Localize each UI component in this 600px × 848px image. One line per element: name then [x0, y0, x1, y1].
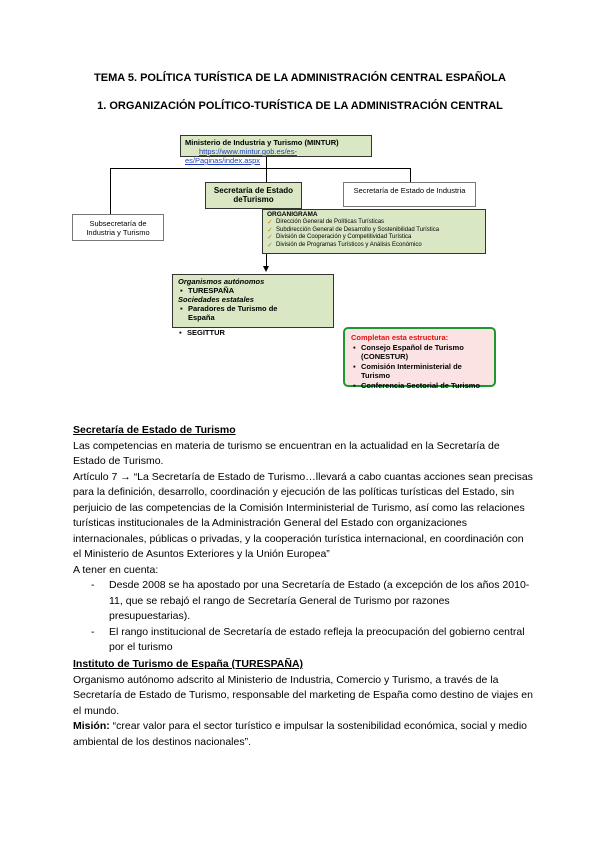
organigrama-title: ORGANIGRAMA: [267, 211, 318, 218]
ministry-box: [180, 135, 372, 165]
organigrama-item: ✓ Subdirección General de Desarrollo y Sostenibilidad Turística: [267, 226, 440, 234]
section-turespana: [73, 657, 533, 750]
section-subtitle: 1. ORGANIZACIÓN POLÍTICO-TURÍSTICA DE LA ADMINISTRACIÓN CENTRAL: [97, 100, 503, 112]
connector: [110, 168, 410, 169]
check-icon: ✓: [267, 219, 273, 226]
sociedades-estatales-label: Sociedades estatales: [178, 295, 254, 304]
paragraph: Las competencias en materia de turismo se encuentran en la actualidad en la Secretaría de Estado de Turismo.: [73, 439, 500, 467]
paragraph: A tener en cuenta:: [73, 563, 159, 576]
organismos-box: [172, 274, 334, 328]
section-secretaria: [73, 423, 533, 656]
ministry-name: Ministerio de Industria y Turismo (MINTUR): [185, 138, 339, 147]
secretaria-industria-box: Secretaría de Estado de Industria: [343, 182, 476, 207]
organigrama-item: ✓ División de Cooperación y Competitividad Turística: [267, 234, 412, 241]
completan-item: ▪ Comisión Interministerial de Turismo: [353, 361, 462, 380]
org-diagram: [0, 0, 600, 400]
subsecretaria-box: Subsecretaría de Industria y Turismo: [72, 214, 164, 241]
sociedad-item-segittur: ▪ SEGITTUR: [179, 328, 225, 337]
mision-label: Misión:: [73, 720, 110, 732]
mision-paragraph: [73, 719, 533, 750]
ministry-link[interactable]: https://www.mintur.gob.es/es-es/Paginas/index.aspx: [185, 147, 297, 165]
document-title: TEMA 5. POLÍTICA TURÍSTICA DE LA ADMINISTRACIÓN CENTRAL ESPAÑOLA: [94, 72, 506, 84]
secretaria-turismo-box: Secretaría de Estado deTurismo: [205, 182, 302, 209]
organigrama-item: ✓ División de Programas Turísticos y Análisis Económico: [267, 241, 422, 249]
completan-item: ▪ Conferencia Sectorial de Turismo: [353, 380, 481, 390]
organismos-autonomos-label: Organismos autónomos: [178, 277, 265, 286]
check-icon: ✓: [267, 226, 273, 234]
connector: [110, 168, 111, 214]
check-icon: ✓: [267, 241, 273, 249]
section-heading: Secretaría de Estado de Turismo: [73, 424, 236, 436]
connector: [410, 168, 411, 182]
section-heading: Instituto de Turismo de España (TURESPAÑA): [73, 658, 304, 670]
paragraph: Organismo autónomo adscrito al Ministerio de Industria, Comercio y Turismo, a través de la Secretaría de Estado de Turismo, responsable del marketing de España como destino de viajes en el mundo.: [73, 673, 533, 717]
completan-title: Completan esta estructura:: [351, 333, 449, 342]
arrow-down-icon: [263, 266, 269, 272]
organigrama-item: ✓ Dirección General de Políticas Turísticas: [267, 219, 385, 226]
completan-box: [343, 327, 496, 390]
organigrama-box: [262, 209, 486, 254]
list-item: - El rango institucional de Secretaría de estado refleja la preocupación del gobierno central por el turismo: [91, 625, 525, 653]
check-icon: ✓: [267, 234, 273, 241]
paragraph: Artículo 7 → “La Secretaría de Estado de Turismo…llevará a cabo cuantas acciones sean precisas para la definición, desarrollo, coordinación y ejecución de las políticas turísticas del Estado, sin perjuicio de las competencias de la Comisión Interministerial de Turismo, así como las relaciones turísticas institucionales de la Administración General del Estado con organizaciones internacionales, públicas o privadas, y la cooperación turística internacional, en coordinación con el Ministerio de Asuntos Exteriores y la Unión Europea”: [73, 470, 533, 560]
organismo-item: ▪ TURESPAÑA: [180, 286, 235, 295]
completan-item: ▪ Consejo Español de Turismo (CONESTUR): [353, 342, 464, 361]
sociedad-item: ▪ Paradores de Turismo de España: [180, 304, 278, 322]
mision-text: “crear valor para el sector turístico e impulsar la sostenibilidad económica, social y medio ambiental de los destinos nacionales”.: [73, 720, 528, 748]
list-item: - Desde 2008 se ha apostado por una Secretaría de Estado (a excepción de los años 2010-11, que se rebajó el rango de Secretaría General de Turismo por razones presupuestarias).: [91, 579, 530, 622]
